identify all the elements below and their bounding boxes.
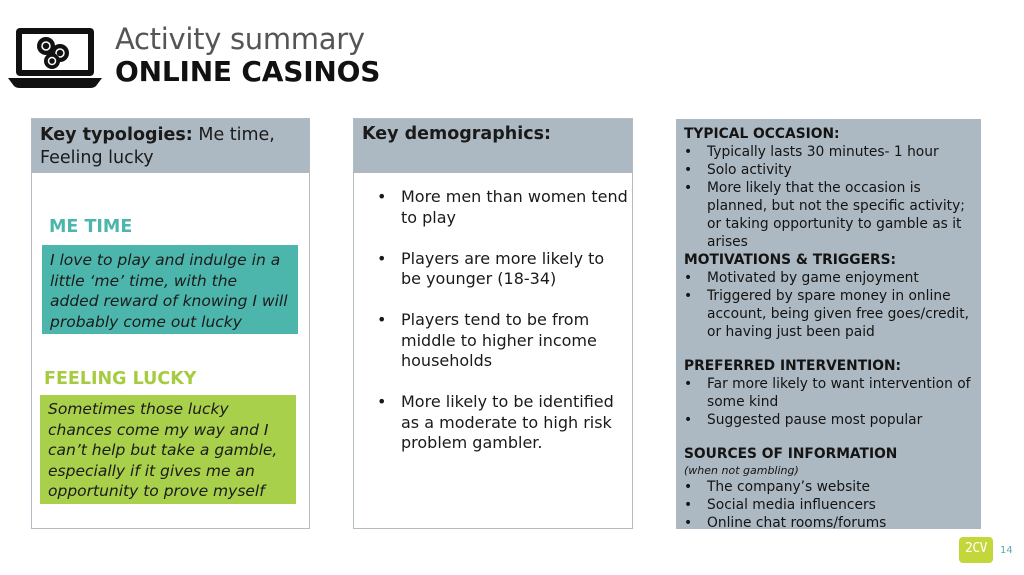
typologies-heading-rest: Me time, Feeling lucky <box>40 125 275 168</box>
typologies-panel <box>31 118 310 529</box>
laptop-with-casino-chips-icon <box>8 26 102 90</box>
brand-logo <box>959 537 993 563</box>
feeling-lucky-quote: Sometimes those lucky chances come my way and I can’t help but take a gamble, especially if it gives me an opportunity to prove myself <box>40 395 296 504</box>
bullet-icon: • <box>684 162 693 178</box>
bullet-icon: • <box>684 144 693 160</box>
list-item <box>374 187 629 228</box>
details-panel <box>676 119 981 529</box>
list-item-text: More likely that the occasion is planned, but not the specific activity; or taking opportunity to gamble as it arises <box>707 180 965 250</box>
typologies-heading <box>32 119 309 173</box>
list-item <box>684 143 973 161</box>
bullet-icon: • <box>684 180 693 196</box>
list-item-text: Suggested pause most popular <box>707 412 923 428</box>
motivations-list <box>684 269 973 341</box>
me-time-label: ME TIME <box>49 217 133 237</box>
list-item <box>684 269 973 287</box>
bullet-icon: • <box>684 515 693 531</box>
bullet-icon: • <box>684 479 693 495</box>
list-item <box>684 287 973 341</box>
list-item <box>684 411 973 429</box>
bullet-icon: • <box>684 376 693 392</box>
list-item-text: Social media influencers <box>707 497 876 513</box>
bullet-icon: • <box>377 392 387 411</box>
bullet-icon: • <box>684 270 693 286</box>
me-time-quote: I love to play and indulge in a little ‘me’ time, with the added reward of knowing I will probably come out lucky <box>42 245 298 334</box>
list-item-text: Players tend to be from middle to higher income households <box>401 310 597 370</box>
bullet-icon: • <box>684 288 693 304</box>
page-title: ONLINE CASINOS <box>115 55 381 88</box>
feeling-lucky-label: FEELING LUCKY <box>44 369 197 389</box>
list-item-text: Typically lasts 30 minutes- 1 hour <box>707 144 939 160</box>
list-item-text: Online chat rooms/forums <box>707 515 887 531</box>
list-item-text: Far more likely to want intervention of some kind <box>707 376 971 410</box>
demographics-panel <box>353 118 633 529</box>
bullet-icon: • <box>377 187 387 206</box>
bullet-icon: • <box>377 248 387 268</box>
bullet-icon: • <box>377 310 387 329</box>
list-item-text: More likely to be identified as a moderate to high risk problem gambler. <box>401 392 614 452</box>
list-item <box>684 375 973 411</box>
sources-note: (when not gambling) <box>684 464 799 477</box>
list-item <box>374 392 629 454</box>
list-item <box>374 249 629 290</box>
list-item-text: Motivated by game enjoyment <box>707 270 919 286</box>
demographics-heading: Key demographics: <box>354 119 632 173</box>
bullet-icon: • <box>684 497 693 513</box>
list-item <box>684 179 973 251</box>
list-item-text: Players are more likely to be younger (18-34) <box>401 248 605 288</box>
occasion-heading: TYPICAL OCCASION: <box>684 126 840 142</box>
list-item-text: The company’s website <box>707 479 871 495</box>
bullet-icon: • <box>684 412 693 428</box>
intervention-heading: PREFERRED INTERVENTION: <box>684 358 902 374</box>
list-item <box>684 496 973 514</box>
demographics-list <box>374 187 629 474</box>
sources-heading: SOURCES OF INFORMATION <box>684 446 898 462</box>
intervention-list <box>684 375 973 429</box>
logo-text: 2CV <box>965 541 987 556</box>
list-item-text: Triggered by spare money in online account, being given free goes/credit, or having just been paid <box>707 288 970 340</box>
list-item <box>374 310 629 372</box>
motivations-heading: MOTIVATIONS & TRIGGERS: <box>684 252 897 268</box>
page-number: 14 <box>1000 545 1013 556</box>
typologies-heading-bold: Key typologies: <box>40 125 193 145</box>
sources-list <box>684 478 973 532</box>
list-item <box>684 514 973 532</box>
list-item-text: More men than women tend to play <box>401 187 628 227</box>
occasion-list <box>684 143 973 251</box>
list-item-text: Solo activity <box>707 162 792 178</box>
list-item <box>684 161 973 179</box>
list-item <box>684 478 973 496</box>
page-subtitle: Activity summary <box>115 22 365 56</box>
